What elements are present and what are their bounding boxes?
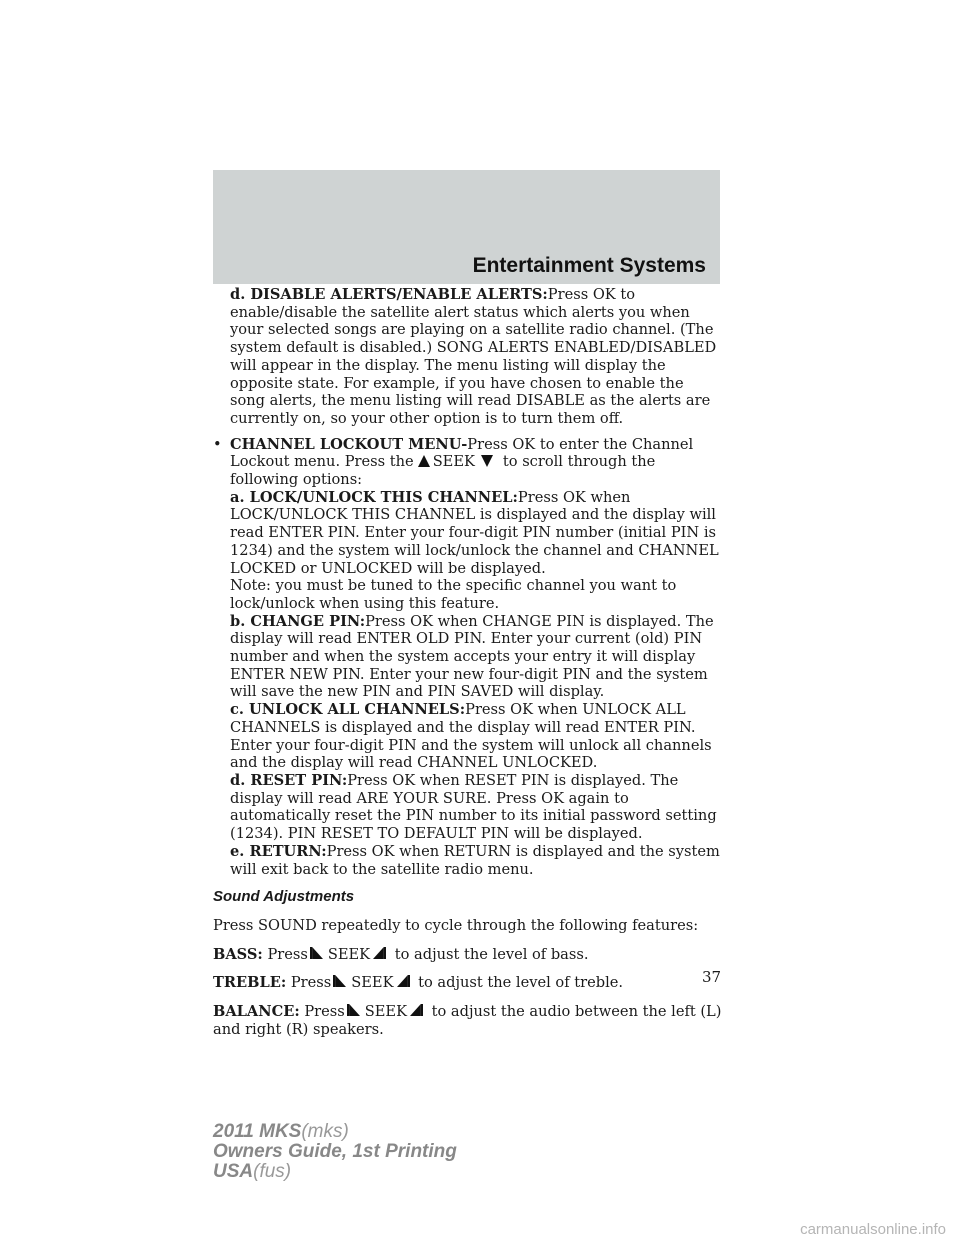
bass-label: BASS: — [213, 945, 263, 963]
reset-pin-label: d. RESET PIN: — [230, 771, 348, 789]
return-label: e. RETURN: — [230, 842, 327, 860]
seek-forward-icon — [396, 974, 410, 988]
press-word: Press — [290, 974, 332, 992]
paragraph-unlock-all — [213, 701, 723, 772]
footer-guide-line — [213, 1142, 457, 1162]
paragraph-reset-pin — [213, 772, 723, 843]
lock-unlock-label: a. LOCK/UNLOCK THIS CHANNEL: — [230, 488, 518, 506]
channel-lockout-text-1: Press OK to enter the Channel Lockout menu. Press the — [230, 435, 694, 471]
reset-pin-text: Press OK when RESET PIN is displayed. The display will read ARE YOUR SURE. Press OK again to automatically reset the PIN number to its initial password setting (1234). PIN RESET TO DEFAULT PIN will be displayed. — [230, 771, 717, 843]
channel-lockout-label: CHANNEL LOCKOUT MENU- — [230, 435, 468, 453]
paragraph-note: Note: you must be tuned to the specific channel you want to lock/unlock when using this feature. — [230, 577, 677, 612]
paragraph-lock-unlock — [213, 489, 723, 578]
footer-region-line — [213, 1162, 457, 1182]
seek-forward-icon — [372, 946, 386, 960]
bass-line — [213, 946, 723, 964]
seek-label: SEEK — [364, 1003, 407, 1021]
bullet-channel-lockout — [213, 436, 723, 489]
treble-label: TREBLE: — [213, 974, 287, 992]
unlock-all-text: Press OK when UNLOCK ALL CHANNELS is displayed and the display will read ENTER PIN. Enter your four-digit PIN and the system will unlock all channels and the display will read CHANNEL UNLOCKED. — [230, 701, 712, 772]
footer-model: 2011 MKS — [213, 1121, 302, 1142]
seek-back-icon — [333, 974, 347, 988]
paragraph-disable-alerts — [213, 286, 723, 428]
footer-region-code: (fus) — [253, 1161, 292, 1182]
disable-alerts-label: d. DISABLE ALERTS/ENABLE ALERTS: — [230, 286, 548, 303]
footer — [213, 1122, 457, 1182]
section-title: Entertainment Systems — [472, 254, 706, 277]
seek-label: SEEK — [432, 453, 475, 471]
change-pin-text: Press OK when CHANGE PIN is displayed. The display will read ENTER OLD PIN. Enter your current (old) PIN number and when the system accepts your entry it will display ENTER NEW PIN. Enter your new four-digit PIN and the system will save the new PIN and PIN SAVED will display. — [230, 612, 714, 701]
paragraph-change-pin — [213, 613, 723, 702]
footer-model-code: (mks) — [301, 1121, 349, 1142]
seek-label: SEEK — [327, 945, 371, 963]
seek-down-icon — [481, 455, 493, 467]
return-text: Press OK when RETURN is displayed and the system will exit back to the satellite radio menu. — [230, 842, 720, 878]
unlock-all-label: c. UNLOCK ALL CHANNELS: — [230, 701, 466, 719]
balance-line — [213, 1003, 723, 1038]
disable-alerts-text: Press OK to enable/disable the satellite alert status which alerts you when your selected songs are playing on a satellite radio channel. (The system default is disabled.) SONG ALERTS ENABLED/DISABLED will appear in the display. The menu listing will display the opposite state. For example, if you have chosen to enable the song alerts, the menu listing will read DISABLE as the alerts are currently on, so your other option is to turn them off. — [230, 286, 717, 427]
page-number: 37 — [702, 968, 722, 986]
footer-guide: Owners Guide, 1st Printing — [213, 1141, 457, 1162]
seek-forward-icon — [409, 1003, 423, 1017]
seek-up-icon — [418, 455, 430, 467]
treble-text: to adjust the level of treble. — [418, 974, 624, 992]
treble-line — [213, 974, 723, 992]
sound-intro: Press SOUND repeatedly to cycle through the following features: — [213, 916, 699, 934]
press-word: Press — [267, 945, 308, 963]
page-content — [213, 286, 723, 1038]
balance-label: BALANCE: — [213, 1003, 300, 1021]
press-word: Press — [304, 1003, 345, 1021]
lock-unlock-text: Press OK when LOCK/UNLOCK THIS CHANNEL is displayed and the display will read ENTER PIN. Enter your four-digit PIN number (initial PIN is 1234) and the system will lock/unlock the channel and CHANNEL LOCKED or UNLOCKED will be displayed. — [230, 488, 719, 577]
bass-text: to adjust the level of bass. — [394, 945, 589, 963]
bullet-dot: • — [213, 435, 222, 453]
header-band — [213, 170, 720, 284]
footer-region: USA — [213, 1161, 254, 1182]
footer-model-line — [213, 1122, 457, 1142]
balance-text: to adjust the audio between the left (L) and right (R) speakers. — [213, 1003, 722, 1038]
seek-back-icon — [347, 1003, 361, 1017]
change-pin-label: b. CHANGE PIN: — [230, 612, 366, 630]
channel-lockout-text-2: to scroll through the following options: — [230, 453, 656, 489]
watermark: carmanualsonline.info — [800, 1221, 946, 1238]
paragraph-return — [213, 843, 723, 878]
seek-label: SEEK — [351, 974, 394, 992]
seek-back-icon — [310, 946, 324, 960]
sound-adjustments-heading: Sound Adjustments — [213, 888, 355, 906]
